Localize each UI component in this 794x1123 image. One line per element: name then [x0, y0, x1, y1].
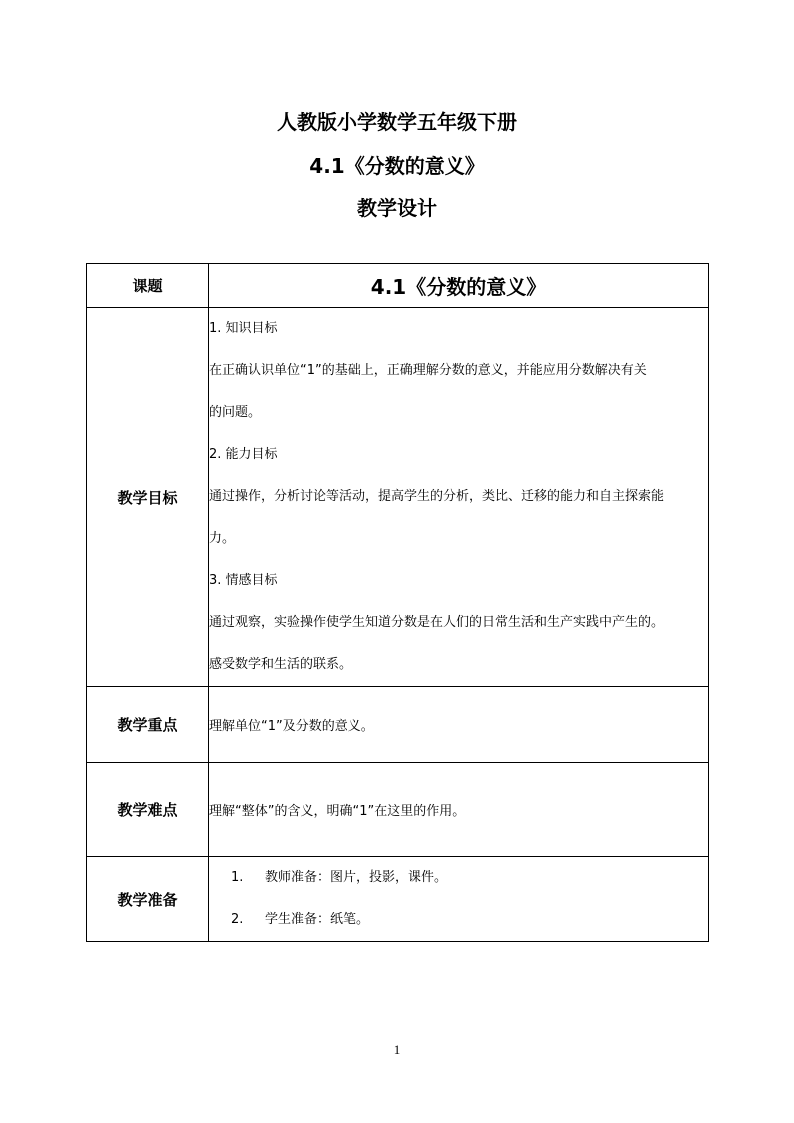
key-points-content: 理解单位“1”及分数的意义。: [209, 687, 709, 763]
objective-line: 通过观察，实验操作使学生知道分数是在人们的日常生活和生产实践中产生的。: [209, 615, 665, 630]
preparation-content: [209, 857, 709, 942]
table-row-preparation: [87, 857, 709, 942]
list-item: [209, 899, 708, 941]
table-row-objectives: [87, 308, 709, 687]
objectives-label: 教学目标: [87, 308, 209, 687]
list-item-text: 学生准备：纸笔。: [265, 912, 370, 927]
difficulties-content: 理解“整体”的含义，明确“1”在这里的作用。: [209, 763, 709, 857]
list-item-number: 2.: [231, 912, 244, 927]
list-item-number: 1.: [231, 870, 244, 885]
objective-line: 力。: [209, 531, 236, 546]
table-row-difficulties: [87, 763, 709, 857]
topic-label: 课题: [87, 264, 209, 308]
objective-line: 感受数学和生活的联系。: [209, 657, 353, 672]
topic-value: 4.1《分数的意义》: [209, 264, 709, 308]
objectives-content: [209, 308, 709, 687]
objective-line: 1. 知识目标: [209, 321, 278, 336]
objective-line: 2. 能力目标: [209, 447, 278, 462]
list-item: [209, 857, 708, 899]
objective-line: 的问题。: [209, 405, 262, 420]
objective-line: 通过操作，分析讨论等活动，提高学生的分析，类比、迁移的能力和自主探索能: [209, 489, 665, 504]
page-number: 1: [393, 1042, 401, 1057]
lesson-plan-table: [86, 263, 709, 942]
table-row-key-points: [87, 687, 709, 763]
difficulties-label: 教学难点: [87, 763, 209, 857]
objective-line: 在正确认识单位“1”的基础上，正确理解分数的意义，并能应用分数解决有关: [209, 363, 647, 378]
document-subtitle: 教学设计: [357, 196, 437, 220]
document-title: 人教版小学数学五年级下册: [277, 110, 517, 134]
objective-line: 3. 情感目标: [209, 573, 278, 588]
list-item-text: 教师准备：图片，投影，课件。: [265, 870, 448, 885]
preparation-label: 教学准备: [87, 857, 209, 942]
table-row-topic: [87, 264, 709, 308]
key-points-label: 教学重点: [87, 687, 209, 763]
lesson-title: 4.1《分数的意义》: [309, 154, 485, 178]
